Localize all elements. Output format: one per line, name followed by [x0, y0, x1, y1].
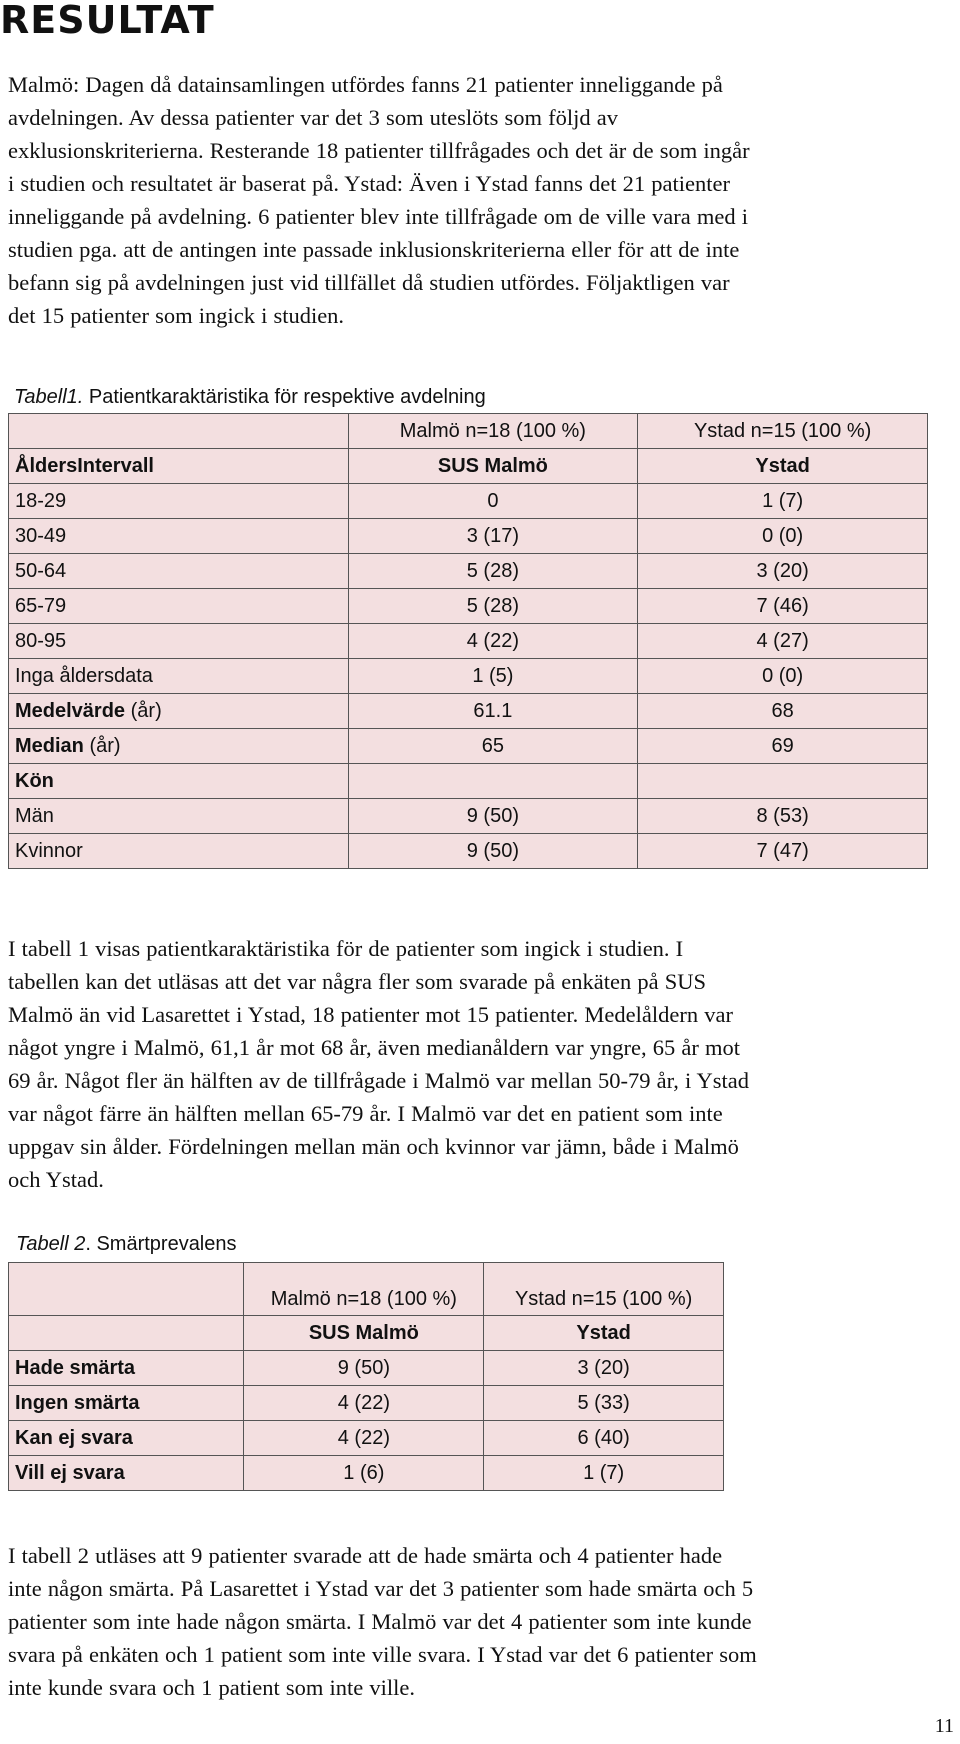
table-row [9, 624, 928, 659]
paragraph-line: det 15 patienter som ingick i studien. [8, 303, 345, 328]
cell-ystad: 3 (20) [638, 554, 928, 589]
subheader-cell-ystad: Ystad [484, 1316, 724, 1351]
table1-caption-text: Patientkaraktäristika för respektive avdelning [83, 386, 486, 408]
paragraph-line: var något färre än hälften mellan 65-79 år. I Malmö var det en patient som inte [8, 1101, 723, 1126]
cell-malmo: 9 (50) [348, 799, 638, 834]
table-subheader-row [9, 449, 928, 484]
table-subheader-row [9, 1316, 724, 1351]
subheader-cell-age-interval: ÅldersIntervall [9, 449, 349, 484]
row-label-cell: Vill ej svara [9, 1456, 244, 1491]
table-row [9, 799, 928, 834]
paragraph-2 [8, 932, 958, 1196]
header-cell-malmo: Malmö n=18 (100 %) [348, 414, 638, 449]
subheader-cell-sus-malmo: SUS Malmö [348, 449, 638, 484]
row-label: Kvinnor [15, 839, 83, 862]
table-row [9, 834, 928, 869]
table-header-row [9, 1263, 724, 1316]
paragraph-3 [8, 1539, 958, 1704]
row-label: Inga åldersdata [15, 664, 153, 687]
table2-caption [16, 1233, 237, 1256]
table-row [9, 554, 928, 589]
cell-ystad: 1 (7) [638, 484, 928, 519]
table-row [9, 764, 928, 799]
row-label-cell [9, 554, 349, 589]
cell-ystad: 0 (0) [638, 519, 928, 554]
row-label-cell [9, 834, 349, 869]
row-label: 50-64 [15, 559, 67, 582]
header-cell-empty [9, 1263, 244, 1316]
row-label: (år) [83, 734, 121, 757]
header-cell-ystad: Ystad n=15 (100 %) [484, 1263, 724, 1316]
row-label: 80-95 [15, 629, 67, 652]
cell-malmo: 65 [348, 729, 638, 764]
row-label-cell [9, 484, 349, 519]
paragraph-line: studien pga. att de antingen inte passade inklusionskriterierna eller för att de inte [8, 237, 740, 262]
table-pain-prevalence [8, 1262, 724, 1491]
table1-caption-label: Tabell1. [14, 386, 84, 408]
subheader-cell-sus-malmo: SUS Malmö [244, 1316, 484, 1351]
table-row [9, 589, 928, 624]
cell-malmo: 1 (6) [244, 1456, 484, 1491]
cell-malmo: 4 (22) [244, 1386, 484, 1421]
cell-ystad: 8 (53) [638, 799, 928, 834]
table-row [9, 729, 928, 764]
paragraph-line: I tabell 1 visas patientkaraktäristika för de patienter som ingick i studien. I [8, 936, 684, 961]
paragraph-line: tabellen kan det utläsas att det var några fler som svarade på enkäten på SUS [8, 969, 706, 994]
row-label-cell [9, 729, 349, 764]
table-row [9, 1421, 724, 1456]
row-label-cell: Ingen smärta [9, 1386, 244, 1421]
cell-ystad: 7 (46) [638, 589, 928, 624]
table2-caption-text: . Smärtprevalens [85, 1233, 237, 1255]
cell-malmo: 4 (22) [244, 1421, 484, 1456]
table-header-row [9, 414, 928, 449]
paragraph-1 [8, 68, 958, 332]
table-row [9, 1351, 724, 1386]
row-label-cell [9, 659, 349, 694]
paragraph-line: uppgav sin ålder. Fördelningen mellan män och kvinnor var jämn, både i Malmö [8, 1134, 739, 1159]
row-label-cell [9, 799, 349, 834]
table-row [9, 1386, 724, 1421]
cell-malmo: 1 (5) [348, 659, 638, 694]
paragraph-line: svara på enkäten och 1 patient som inte ville svara. I Ystad var det 6 patienter som [8, 1642, 757, 1667]
page-heading: RESULTAT [0, 0, 215, 42]
cell-malmo [348, 764, 638, 799]
table1-caption [14, 386, 486, 409]
cell-malmo: 61.1 [348, 694, 638, 729]
cell-malmo: 9 (50) [244, 1351, 484, 1386]
cell-ystad [638, 764, 928, 799]
paragraph-line: befann sig på avdelningen just vid tillfället då studien utfördes. Följaktligen var [8, 270, 730, 295]
cell-malmo: 3 (17) [348, 519, 638, 554]
row-label-bold: Kön [15, 769, 54, 792]
cell-malmo: 9 (50) [348, 834, 638, 869]
table-patient-characteristics [8, 413, 928, 869]
row-label: (år) [125, 699, 162, 722]
table-row [9, 1456, 724, 1491]
row-label: 65-79 [15, 594, 67, 617]
row-label: 30-49 [15, 524, 67, 547]
page-number: 11 [934, 1715, 954, 1737]
table2-caption-label: Tabell 2 [16, 1233, 86, 1255]
row-label: Män [15, 804, 54, 827]
cell-malmo: 0 [348, 484, 638, 519]
paragraph-line: exklusionskriterierna. Resterande 18 patienter tillfrågades och det är de som ingår [8, 138, 750, 163]
cell-ystad: 5 (33) [484, 1386, 724, 1421]
cell-ystad: 0 (0) [638, 659, 928, 694]
row-label-cell [9, 589, 349, 624]
cell-malmo: 5 (28) [348, 589, 638, 624]
paragraph-line: 69 år. Något fler än hälften av de tillfrågade i Malmö var mellan 50-79 år, i Ystad [8, 1068, 750, 1093]
table-row [9, 659, 928, 694]
paragraph-line: Malmö: Dagen då datainsamlingen utfördes fanns 21 patienter inneliggande på [8, 72, 723, 97]
row-label-cell [9, 519, 349, 554]
row-label: 18-29 [15, 489, 67, 512]
subheader-cell-ystad: Ystad [638, 449, 928, 484]
table-row [9, 484, 928, 519]
cell-ystad: 6 (40) [484, 1421, 724, 1456]
header-cell-malmo: Malmö n=18 (100 %) [244, 1263, 484, 1316]
cell-ystad: 7 (47) [638, 834, 928, 869]
row-label-cell [9, 694, 349, 729]
row-label-bold: Medelvärde [15, 699, 126, 722]
row-label-bold: Median [15, 734, 84, 757]
paragraph-line: inte kunde svara och 1 patient som inte ville. [8, 1675, 416, 1700]
cell-ystad: 1 (7) [484, 1456, 724, 1491]
cell-ystad: 4 (27) [638, 624, 928, 659]
paragraph-line: inte någon smärta. På Lasarettet i Ystad var det 3 patienter som hade smärta och 5 [8, 1576, 754, 1601]
paragraph-line: i studien och resultatet är baserat på. Ystad: Även i Ystad fanns det 21 patienter [8, 171, 730, 196]
paragraph-line: inneliggande på avdelning. 6 patienter blev inte tillfrågade om de ville vara med i [8, 204, 748, 229]
table-row [9, 694, 928, 729]
cell-ystad: 3 (20) [484, 1351, 724, 1386]
table-row [9, 519, 928, 554]
cell-malmo: 4 (22) [348, 624, 638, 659]
row-label-cell [9, 624, 349, 659]
paragraph-line: Malmö än vid Lasarettet i Ystad, 18 patienter mot 15 patienter. Medelåldern var [8, 1002, 733, 1027]
row-label-cell: Kan ej svara [9, 1421, 244, 1456]
cell-ystad: 68 [638, 694, 928, 729]
cell-ystad: 69 [638, 729, 928, 764]
row-label-cell: Hade smärta [9, 1351, 244, 1386]
header-cell-empty [9, 414, 349, 449]
paragraph-line: och Ystad. [8, 1167, 104, 1192]
paragraph-line: patienter som inte hade någon smärta. I Malmö var det 4 patienter som inte kunde [8, 1609, 752, 1634]
subheader-cell-empty [9, 1316, 244, 1351]
paragraph-line: avdelningen. Av dessa patienter var det 3 som uteslöts som följd av [8, 105, 618, 130]
paragraph-line: något yngre i Malmö, 61,1 år mot 68 år, även medianåldern var yngre, 65 år mot [8, 1035, 741, 1060]
row-label-cell [9, 764, 349, 799]
header-cell-ystad: Ystad n=15 (100 %) [638, 414, 928, 449]
cell-malmo: 5 (28) [348, 554, 638, 589]
paragraph-line: I tabell 2 utläses att 9 patienter svarade att de hade smärta och 4 patienter hade [8, 1543, 723, 1568]
